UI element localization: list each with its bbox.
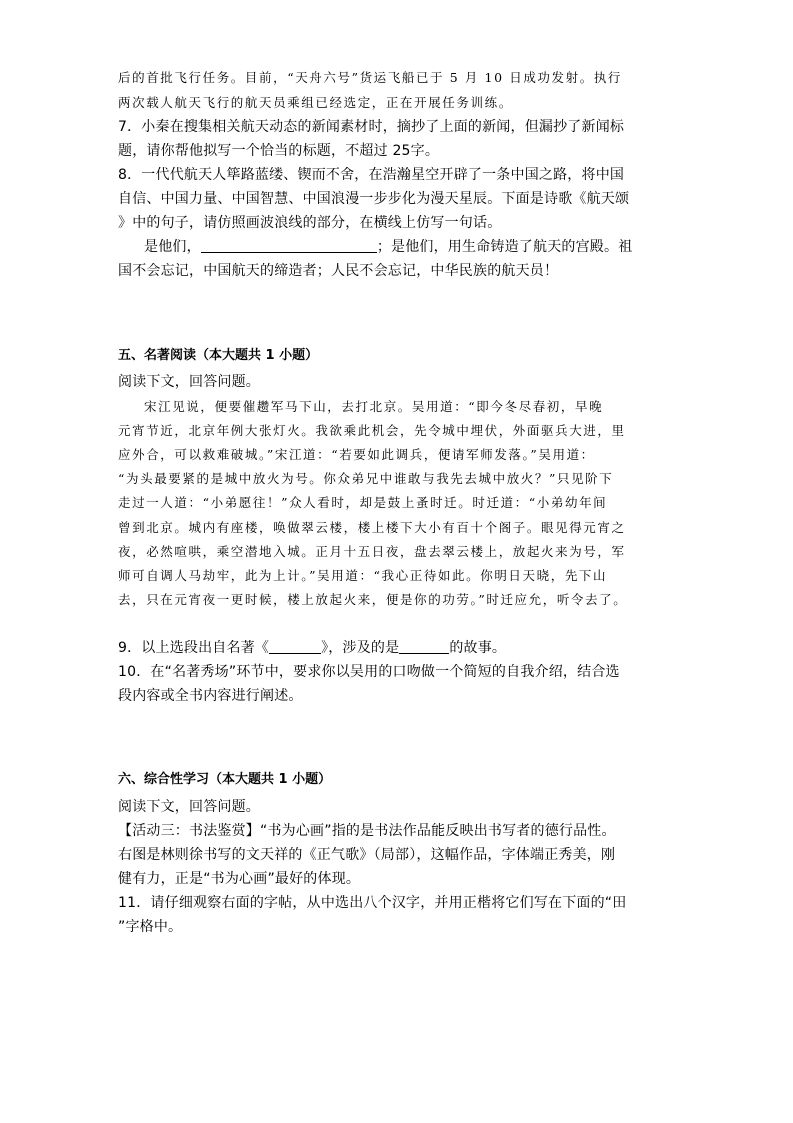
activity-line: 【活动三：书法鉴赏】“书为心画”指的是书法作品能反映出书写者的德行品性。 [118,823,616,839]
section-5-heading: 五、名著阅读（本大题共 1 小题） [118,348,319,363]
question-9-text: 的故事。 [449,640,507,656]
question-7-line: 题，请你帮他拟写一个恰当的标题，不超过 25字。 [118,143,440,159]
book-title-blank[interactable] [269,639,321,654]
section-6-instruction: 阅读下文，回答问题。 [118,799,260,815]
question-9-text: 》，涉及的是 [321,640,400,656]
passage-line: 元宵节近，北京年例大张灯火。我欲乘此机会，先令城中埋伏，外面驱兵大进，里 [118,423,626,438]
passage-line: 去，只在元宵夜一更时候，楼上放起火来，便是你的功劳。”时迁应允，听令去了。 [118,592,628,607]
question-8-line: 8．一代代航天人筚路蓝缕、锲而不舍，在浩瀚星空开辟了一条中国之路，将中国 [118,167,625,183]
passage-line: 曾到北京。城内有座楼，唤做翠云楼，楼上楼下大小有百十个阁子。眼见得元宵之 [118,520,626,535]
question-9-line [118,637,506,657]
activity-line: 右图是林则徐书写的文天祥的《正气歌》（局部），这幅作品，字体端正秀美，刚 [118,847,616,863]
story-blank[interactable] [399,639,449,654]
poem-prefix: 是他们， [144,239,201,255]
section-6-heading: 六、综合性学习（本大题共 1 小题） [118,772,332,787]
poem-answer-blank[interactable] [201,238,377,253]
passage-line: 夜，必然喧哄，乘空潜地入城。正月十五日夜，盘去翠云楼上，放起火来为号，军 [118,544,626,559]
question-10-line: 10．在“名著秀场”环节中，要求你以吴用的口吻做一个简短的自我介绍，结合选 [118,664,620,680]
poem-suffix: ；是他们，用生命铸造了航天的宫殿。祖 [376,239,633,255]
passage-line: 宋江见说，便要催趱军马下山，去打北京。吴用道：“即今冬尽春初，早晚 [144,399,604,414]
activity-line: 健有力，正是“书为心画”最好的体现。 [118,871,361,887]
passage-line: 走过一人道：“小弟愿往！”众人看时，却是鼓上蚤时迁。时迁道：“小弟幼年间 [118,495,608,510]
news-paragraph-line: 后的首批飞行任务。目前，“天舟六号”货运飞船已于 5 月 10 日成功发射。执行 [118,70,623,85]
passage-line: 师可自调人马劫牢，此为上计。”吴用道：“我心正待如此。你明日天晓，先下山 [118,568,608,583]
question-11-line: ”字格中。 [118,919,183,935]
poem-line [144,236,632,256]
passage-line: “为头最要紧的是城中放火为号。你众弟兄中谁敢与我先去城中放火？”只见阶下 [118,471,614,486]
passage-line: 应外合，可以救难破城。”宋江道：“若要如此调兵，便请军师发落。”吴用道： [118,447,595,462]
poem-line: 国不会忘记，中国航天的缔造者；人民不会忘记，中华民族的航天员！ [118,263,559,279]
news-paragraph-line: 两次载人航天飞行的航天员乘组已经选定，正在开展任务训练。 [118,95,513,110]
question-8-line: 自信、中国力量、中国智慧、中国浪漫一步步化为漫天星辰。下面是诗歌《航天颂 [118,191,630,207]
question-9-text: 9．以上选段出自名著《 [118,640,270,656]
question-8-line: 》中的句子，请仿照画波浪线的部分，在横线上仿写一句话。 [118,215,502,231]
section-5-instruction: 阅读下文，回答问题。 [118,374,260,390]
question-11-line: 11．请仔细观察右面的字帖，从中选出八个汉字，并用正楷将它们写在下面的“田 [118,895,627,911]
question-10-line: 段内容或全书内容进行阐述。 [118,688,303,704]
question-7-line: 7．小秦在搜集相关航天动态的新闻素材时，摘抄了上面的新闻，但漏抄了新闻标 [118,119,625,135]
